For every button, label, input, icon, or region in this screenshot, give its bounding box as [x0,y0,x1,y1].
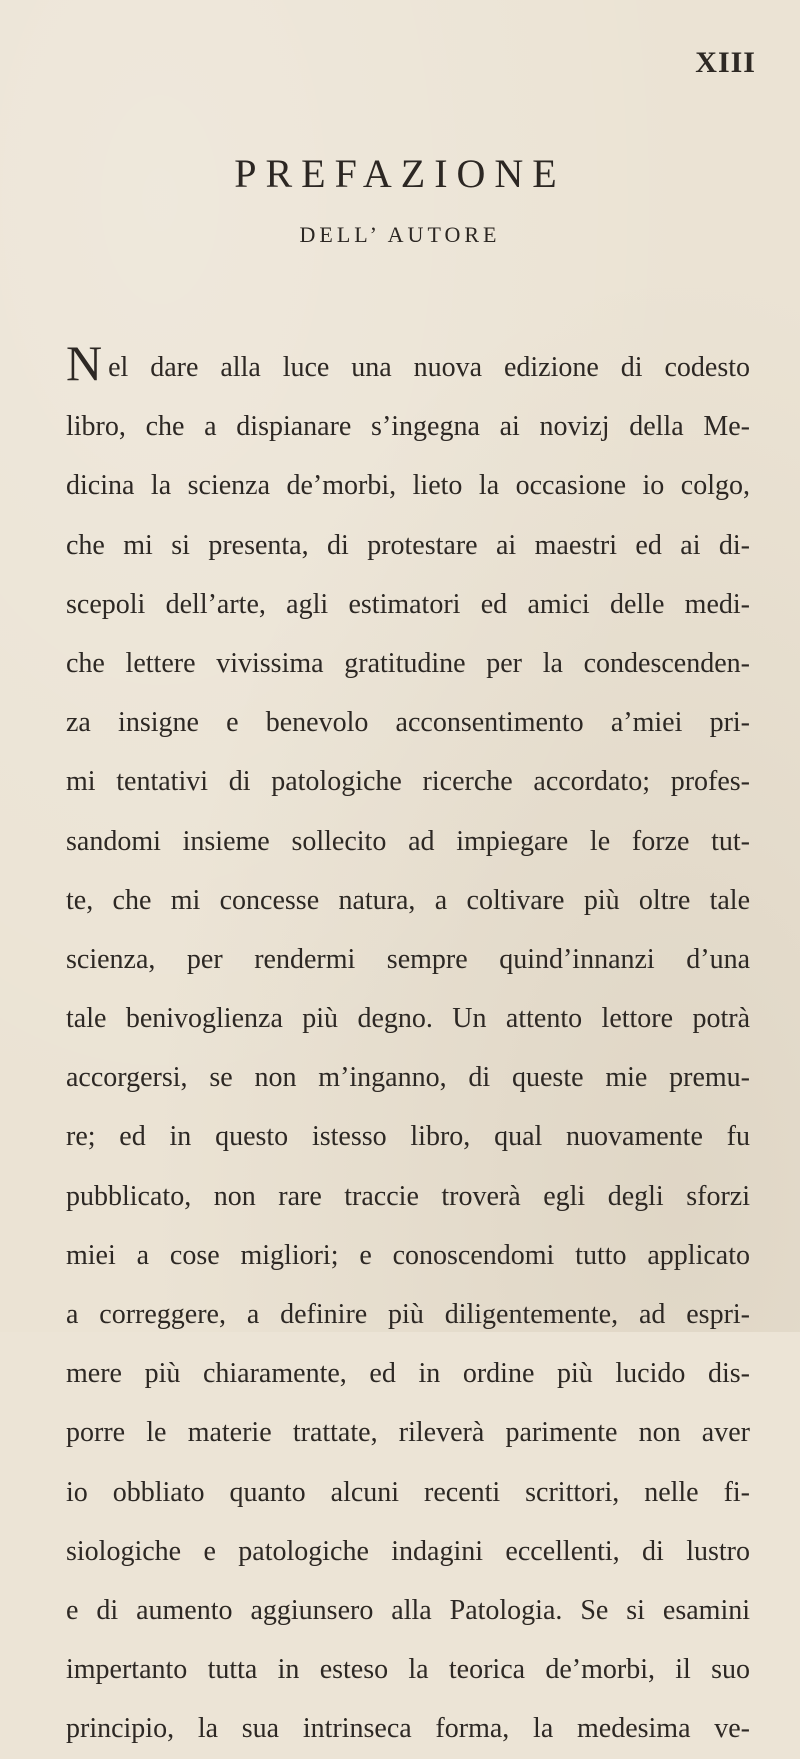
text-line: mere più chiaramente, ed in ordine più lucido dis- [66,1358,750,1390]
text-line: scepoli dell’arte, agli estimatori ed amici delle medi- [66,588,750,620]
text-line: io obbliato quanto alcuni recenti scrittori, nelle fi- [66,1476,750,1508]
first-line-text: el dare alla luce una nuova edizione di codesto [108,352,750,383]
page-title: PREFAZIONE [234,151,566,196]
text-line: siologiche e patologiche indagini eccellenti, di lustro [66,1535,750,1567]
preface-body [66,335,750,1759]
text-line: dicina la scienza de’morbi, lieto la occasione io colgo, [66,470,750,502]
text-line: libro, che a dispianare s’ingegna ai novizj della Me- [66,411,750,443]
text-line: mi tentativi di patologiche ricerche accordato; profes- [66,766,750,798]
text-line: scienza, per rendermi sempre quind’innanzi d’una [66,943,750,975]
text-line: e di aumento aggiunsero alla Patologia. Se si esamini [66,1594,750,1626]
text-line: porre le materie trattate, rileverà parimente non aver [66,1417,750,1449]
page-subtitle: DELL’ AUTORE [299,222,501,247]
text-line: impertanto tutta in esteso la teorica de’morbi, il suo [66,1654,750,1686]
text-line: a correggere, a definire più diligentemente, ad espri- [66,1299,750,1330]
text-line: re; ed in questo istesso libro, qual nuovamente fu [66,1121,750,1153]
text-line: za insigne e benevolo acconsentimento a’miei pri- [66,707,750,739]
text-line: miei a cose migliori; e conoscendomi tutto applicato [66,1239,750,1271]
text-line: tale benivoglienza più degno. Un attento lettore potrà [66,1003,750,1035]
text-line: te, che mi concesse natura, a coltivare più oltre tale [66,884,750,916]
text-line: sandomi insieme sollecito ad impiegare le forze tut- [66,825,750,857]
text-line: pubblicato, non rare traccie troverà egli degli sforzi [66,1180,750,1212]
text-line: che mi si presenta, di protestare ai maestri ed ai di- [66,529,750,561]
text-line: accorgersi, se non m’inganno, di queste mie premu- [66,1062,750,1094]
drop-cap: N [66,335,103,391]
text-line: che lettere vivissima gratitudine per la condescenden- [66,647,750,679]
page-number: XIII [695,46,756,79]
text-line: principio, la sua intrinseca forma, la medesima ve- [66,1713,750,1745]
text-line [66,335,750,397]
